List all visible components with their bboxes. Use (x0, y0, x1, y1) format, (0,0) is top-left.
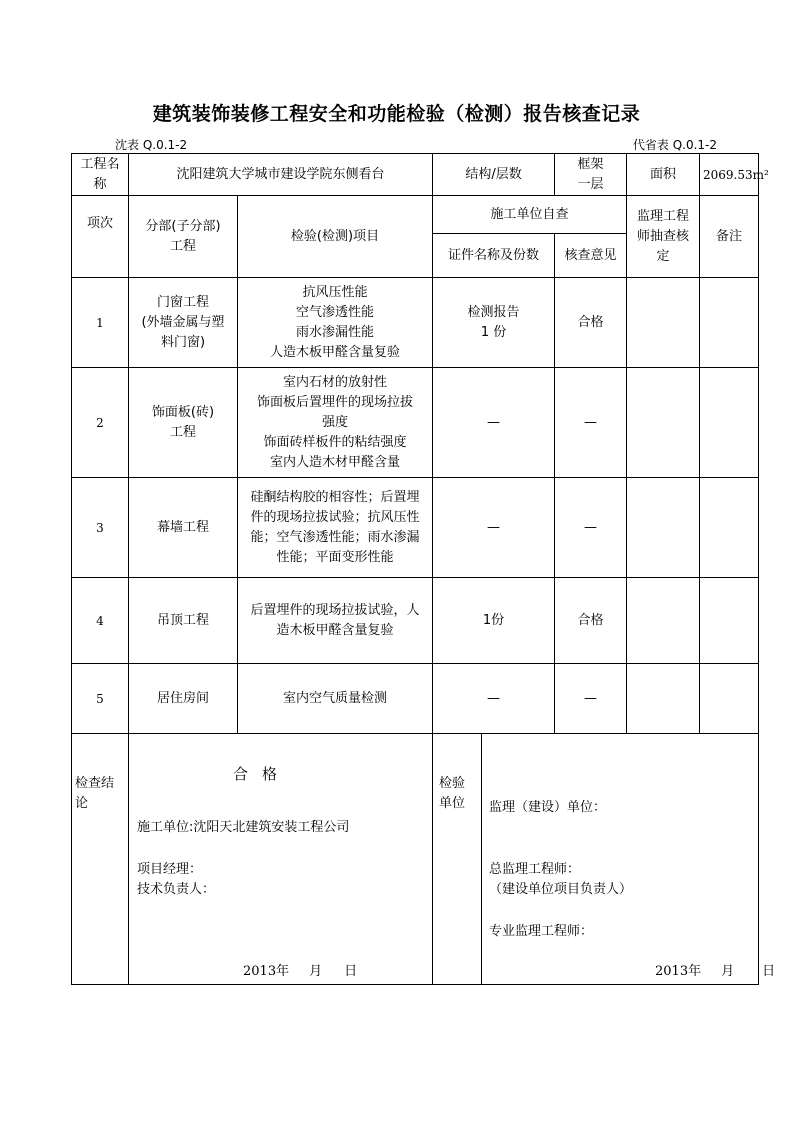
row-opinion: — (555, 478, 627, 578)
table-row (72, 664, 759, 734)
row-items: 室内石材的放射性 饰面板后置埋件的现场拉拔 强度 饰面砖样板件的粘结强度 室内人造木材甲醛含量 (238, 368, 433, 478)
supervisor-conclusion (433, 734, 776, 985)
document-title: 建筑装饰装修工程安全和功能检验（检测）报告核查记录 (152, 103, 641, 125)
row-supervisor (627, 278, 700, 368)
supervisor-date: 2013年 月 日 (655, 964, 776, 979)
project-name-label: 工程名称 (72, 154, 129, 196)
project-name-value: 沈阳建筑大学城市建设学院东侧看台 (129, 154, 433, 196)
record-table (71, 153, 776, 985)
row-index: 1 (72, 278, 129, 368)
col-subwork-header: 分部(子分部)工程 (129, 196, 238, 278)
form-code-left: 沈表 Q.0.1-2 (115, 138, 188, 152)
project-manager: 项目经理： (137, 862, 203, 877)
row-cert: — (433, 368, 555, 478)
inspect-unit-label: 检验 单位 (439, 776, 466, 811)
row-subwork: 门窗工程 (外墙金属与塑料门窗) (129, 278, 238, 368)
row-cert: — (433, 478, 555, 578)
contractor-conclusion (129, 734, 433, 985)
supervisor-unit: 监理（建设）单位： (489, 800, 607, 815)
row-items: 抗风压性能 空气渗透性能 雨水渗漏性能 人造木板甲醛含量复验 (238, 278, 433, 368)
row-opinion: — (555, 368, 627, 478)
row-supervisor (627, 368, 700, 478)
column-header-row-1 (72, 196, 759, 234)
structure-value: 框架 一层 (555, 154, 627, 196)
row-cert: 1份 (433, 578, 555, 664)
conclusion-row (72, 734, 759, 985)
row-index: 5 (72, 664, 129, 734)
contractor-unit: 施工单位:沈阳天北建筑安装工程公司 (137, 820, 350, 835)
table-row (72, 278, 759, 368)
project-info-row (72, 154, 759, 196)
row-cert: 检测报告 1 份 (433, 278, 555, 368)
row-subwork: 居住房间 (129, 664, 238, 734)
table-row (72, 578, 759, 664)
row-subwork: 幕墙工程 (129, 478, 238, 578)
row-supervisor (627, 578, 700, 664)
specialist-supervisor: 专业监理工程师： (489, 924, 594, 939)
structure-label: 结构/层数 (433, 154, 555, 196)
row-subwork: 吊顶工程 (129, 578, 238, 664)
row-remark (700, 278, 759, 368)
contractor-date: 2013年 月 日 (243, 964, 358, 979)
area-label: 面积 (627, 154, 700, 196)
row-remark (700, 664, 759, 734)
result-text: 合格 (233, 765, 292, 783)
row-index: 2 (72, 368, 129, 478)
row-items: 硅酮结构胶的相容性；后置埋 件的现场拉拔试验；抗风压性 能；空气渗透性能；雨水渗漏 性能；平面变形性能 (238, 478, 433, 578)
chief-supervisor-note: （建设单位项目负责人） (489, 882, 633, 897)
row-opinion: 合格 (555, 278, 627, 368)
row-remark (700, 478, 759, 578)
conclusion-label: 检查结 论 (72, 734, 129, 985)
table-row (72, 368, 759, 478)
form-code-right: 代省表 Q.0.1-2 (632, 138, 717, 152)
col-index-header: 项次 (72, 196, 129, 278)
row-items: 后置埋件的现场拉拔试验，人 造木板甲醛含量复验 (238, 578, 433, 664)
row-supervisor (627, 478, 700, 578)
area-value: 2069.53m² (700, 154, 759, 196)
row-opinion: 合格 (555, 578, 627, 664)
chief-supervisor: 总监理工程师： (489, 862, 581, 877)
col-contractor-check-header: 施工单位自查 (433, 196, 627, 234)
row-cert: — (433, 664, 555, 734)
row-index: 4 (72, 578, 129, 664)
col-remark-header: 备注 (700, 196, 759, 278)
row-remark (700, 578, 759, 664)
col-supervisor-header: 监理工程师抽查核定 (627, 196, 700, 278)
row-index: 3 (72, 478, 129, 578)
row-remark (700, 368, 759, 478)
col-items-header: 检验(检测)项目 (238, 196, 433, 278)
row-supervisor (627, 664, 700, 734)
col-cert-header: 证件名称及份数 (433, 234, 555, 278)
col-opinion-header: 核查意见 (555, 234, 627, 278)
row-items: 室内空气质量检测 (238, 664, 433, 734)
row-subwork: 饰面板(砖) 工程 (129, 368, 238, 478)
tech-lead: 技术负责人： (137, 882, 216, 897)
row-opinion: — (555, 664, 627, 734)
table-row (72, 478, 759, 578)
